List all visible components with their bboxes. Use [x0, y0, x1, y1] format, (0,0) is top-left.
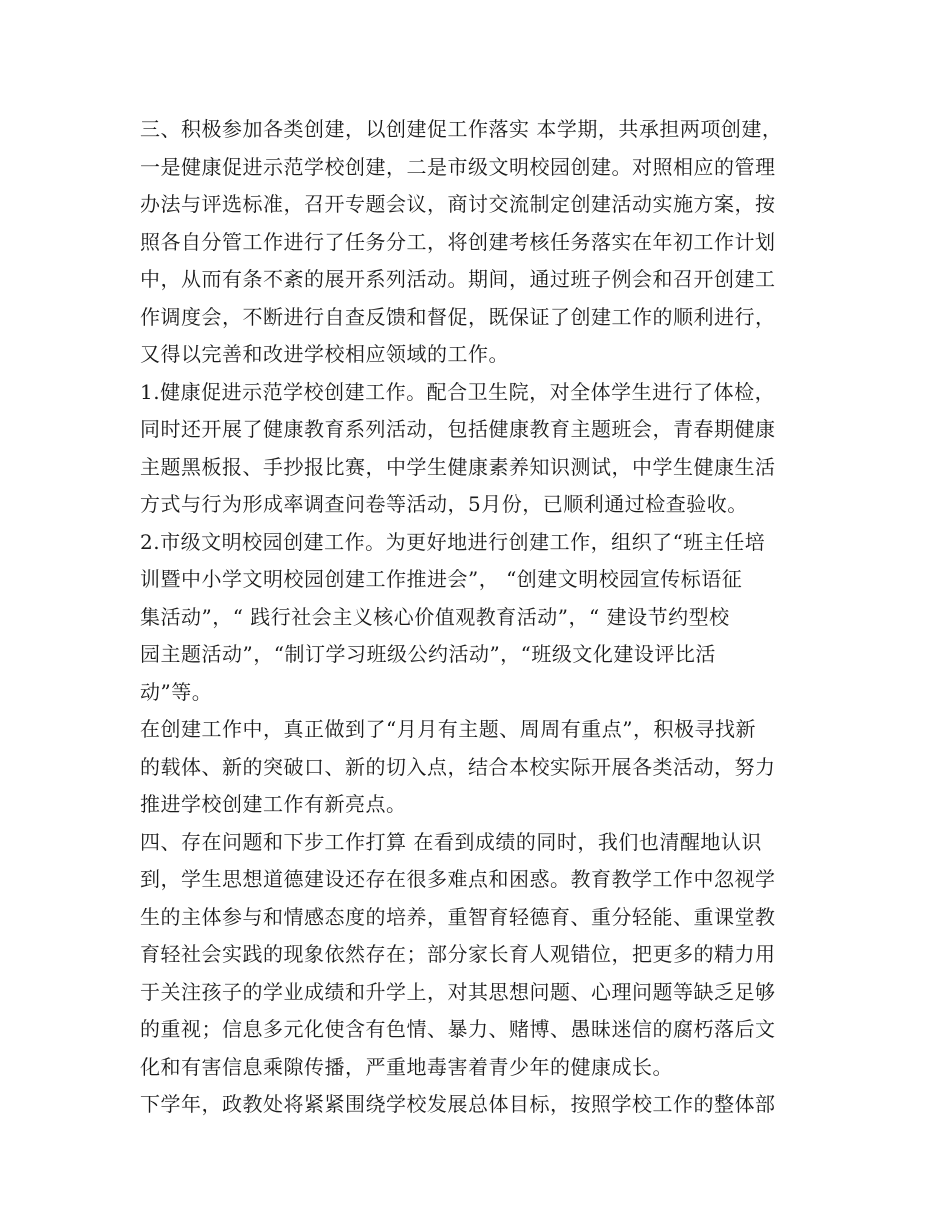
- text-line: 一是健康促进示范学校创建，二是市级文明校园创建。对照相应的管理: [140, 154, 776, 179]
- text-line: 育轻社会实践的现象依然存在；部分家长育人观错位，把更多的精力用: [140, 942, 776, 966]
- text-line: 园主题活动”，“制订学习班级公约活动”，“班级文化建设评比活: [140, 642, 716, 666]
- text-line: 推进学校创建工作有新亮点。: [140, 792, 407, 816]
- text-line: 同时还开展了健康教育系列活动，包括健康教育主题班会，青春期健康: [140, 417, 776, 441]
- text-line: 2.市级文明校园创建工作。为更好地进行创建工作，组织了“班主任培: [140, 529, 766, 554]
- text-line: 三、积极参加各类创建，以创建促工作落实 本学期，共承担两项创建，: [140, 117, 783, 141]
- text-line: 办法与评选标准，召开专题会议，商讨交流制定创建活动实施方案，按: [140, 192, 776, 216]
- text-line: 于关注孩子的学业成绩和升学上，对其思想问题、心理问题等缺乏足够: [140, 979, 776, 1004]
- text-line: 又得以完善和改进学校相应领域的工作。: [140, 342, 509, 366]
- text-line: 的载体、新的突破口、新的切入点，结合本校实际开展各类活动，努力: [140, 754, 776, 779]
- text-line: 的重视；信息多元化使含有色情、暴力、赌博、愚昧迷信的腐朽落后文: [140, 1017, 776, 1041]
- text-line: 动”等。: [140, 679, 213, 704]
- text-line: 到，学生思想道德建设还存在很多难点和困惑。教育教学工作中忽视学: [140, 867, 776, 891]
- text-line: 照各自分管工作进行了任务分工，将创建考核任务落实在年初工作计划: [140, 229, 776, 254]
- text-line: 中，从而有条不紊的展开系列活动。期间，通过班子例会和召开创建工: [140, 267, 776, 291]
- text-line: 作调度会，不断进行自查反馈和督促，既保证了创建工作的顺利进行，: [140, 304, 776, 329]
- text-line: 1.健康促进示范学校创建工作。配合卫生院，对全体学生进行了体检，: [140, 379, 776, 404]
- text-line: 方式与行为形成率调查问卷等活动，5月份，已顺利通过检查验收。: [140, 492, 748, 516]
- text-line: 在创建工作中，真正做到了“月月有主题、周周有重点”，积极寻找新: [140, 717, 756, 741]
- document-body: [140, 111, 820, 1124]
- text-line: 集活动”，“ 践行社会主义核心价值观教育活动”，“ 建设节约型校: [140, 604, 730, 629]
- text-line: 四、存在问题和下步工作打算 在看到成绩的同时，我们也清醒地认识: [140, 829, 762, 854]
- text-line: 主题黑板报、手抄报比赛，中学生健康素养知识测试，中学生健康生活: [140, 454, 776, 479]
- text-line: 化和有害信息乘隙传播，严重地毒害着青少年的健康成长。: [140, 1054, 673, 1079]
- text-line: 生的主体参与和情感态度的培养，重智育轻德育、重分轻能、重课堂教: [140, 904, 776, 929]
- text-line: 训暨中小学文明校园创建工作推进会”， “创建文明校园宣传标语征: [140, 567, 743, 591]
- text-line: 下学年，政教处将紧紧围绕学校发展总体目标，按照学校工作的整体部: [140, 1092, 776, 1116]
